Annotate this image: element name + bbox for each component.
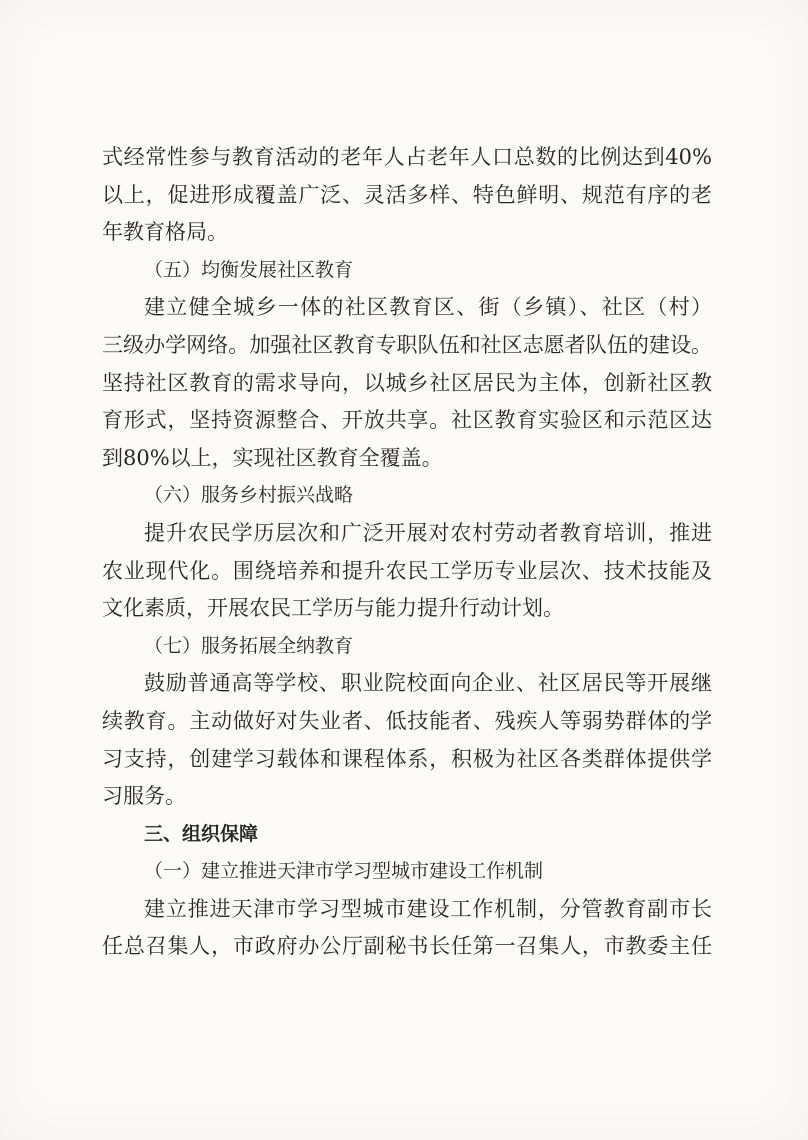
body-line: 农业现代化。围绕培养和提升农民工学历专业层次、技术技能及 — [102, 558, 712, 583]
body-line: 习支持，创建学习载体和课程体系，积极为社区各类群体提供学 — [102, 746, 712, 771]
paragraph-first-line: 建立健全城乡一体的社区教育区、街（乡镇）、社区（村） — [144, 295, 712, 320]
paragraph-last-line: 习服务。 — [102, 784, 186, 809]
body-line: 三级办学网络。加强社区教育专职队伍和社区志愿者队伍的建设。 — [102, 332, 712, 357]
paragraph-first-line: 建立推进天津市学习型城市建设工作机制，分管教育副市长 — [144, 896, 712, 921]
paragraph-last-line: 年教育格局。 — [102, 220, 228, 245]
document-body — [102, 139, 712, 966]
body-line: 续教育。主动做好对失业者、低技能者、残疾人等弱势群体的学 — [102, 708, 712, 733]
subsection-heading: （五）均衡发展社区教育 — [144, 258, 354, 281]
subsection-heading: （六）服务乡村振兴战略 — [144, 484, 354, 507]
section-heading: 三、组织保障 — [144, 822, 259, 845]
body-line: 任总召集人，市政府办公厅副秘书长任第一召集人，市教委主任 — [102, 934, 712, 959]
subsection-heading: （一）建立推进天津市学习型城市建设工作机制 — [144, 860, 544, 883]
body-line: 式经常性参与教育活动的老年人占老年人口总数的比例达到40% — [102, 145, 712, 169]
body-line: 坚持社区教育的需求导向，以城乡社区居民为主体，创新社区教 — [102, 370, 712, 395]
subsection-heading: （七）服务拓展全纳教育 — [144, 634, 354, 657]
body-line: 育形式，坚持资源整合、开放共享。社区教育实验区和示范区达 — [102, 408, 712, 433]
paragraph-last-line: 到80%以上，实现社区教育全覆盖。 — [102, 445, 443, 470]
paragraph-first-line: 提升农民学历层次和广泛开展对农村劳动者教育培训，推进 — [144, 520, 712, 545]
paragraph-last-line: 文化素质，开展农民工学历与能力提升行动计划。 — [102, 596, 564, 621]
body-line: 以上，促进形成覆盖广泛、灵活多样、特色鲜明、规范有序的老 — [102, 182, 712, 207]
paragraph-first-line: 鼓励普通高等学校、职业院校面向企业、社区居民等开展继 — [144, 671, 712, 696]
